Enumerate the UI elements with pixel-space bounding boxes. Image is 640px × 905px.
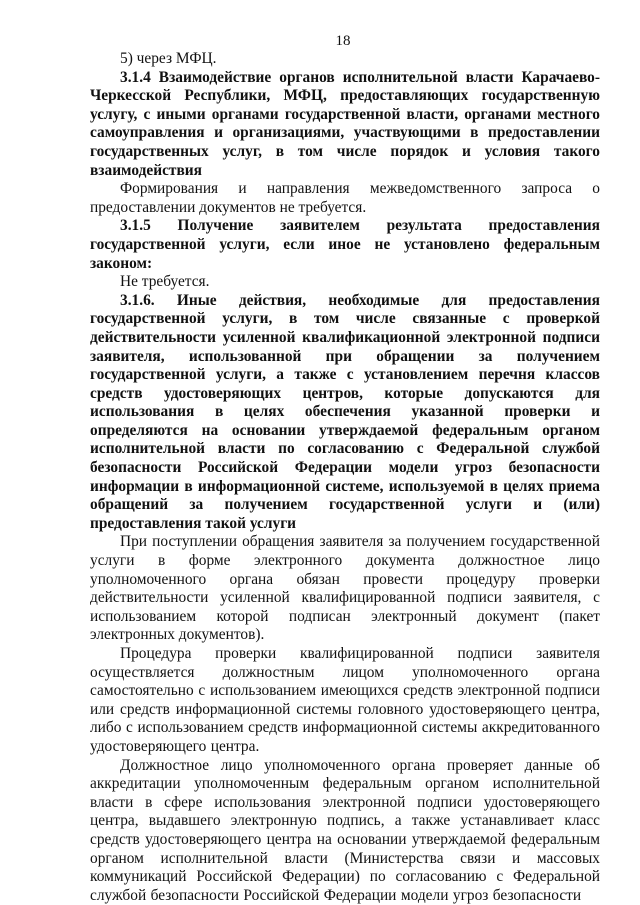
paragraph-mfc-item: 5) через МФЦ. <box>120 50 217 67</box>
section-heading-3-1-5: 3.1.5 Получение заявителем результата предоставления государственной услуги, если иное не установлено федеральным законом: <box>90 217 600 272</box>
paragraph-not-required: Не требуется. <box>120 273 210 291</box>
paragraph-accreditation-check: Должностное лицо уполномоченного органа проверяет данные об аккредитации уполномоченным федеральным органом исполнительной власти в сфере использования электронной подписи удостоверяющего центра, выдавшего электронную подпись, а также устанавливает класс средств удостоверяющего центра на основании утверждаемой федеральным органом исполнительной власти (Министерства связи и массовых коммуникаций Российской Федерации) по согласованию с Федеральной службой безопасности Российской Федерации модели угроз безопасности <box>90 756 600 904</box>
document-body <box>90 50 600 905</box>
page-number: 18 <box>335 33 351 49</box>
paragraph-signature-check: При поступлении обращения заявителя за получением государственной услуги в форме электронного документа должностное лицо уполномоченного органа обязан провести процедуру проверки действительности усиленной квалифицированной подписи заявителя, с использованием которой подписан электронный документ (пакет электронных документов). <box>90 533 600 644</box>
paragraph-interagency-request: Формирования и направления межведомственного запроса о предоставлении документов не требуется. <box>90 180 600 216</box>
paragraph-check-procedure: Процедура проверки квалифицированной подписи заявителя осуществляется должностным лицом уполномоченного органа самостоятельно с использованием имеющихся средств электронной подписи или средств информационной системы головного удостоверяющего центра, либо с использованием средств информационной системы аккредитованного удостоверяющего центра. <box>90 645 600 755</box>
section-heading-3-1-6: 3.1.6. Иные действия, необходимые для предоставления государственной услуги, в том числе связанные с проверкой действительности усиленной квалификационной электронной подписи заявителя, использованной при обращении за получением государственной услуги, а также с установлением перечня классов средств удостоверяющих центров, которые допускаются для использования в целях обеспечения указанной проверки и определяются на основании утверждаемой федеральным органом исполнительной власти по согласованию с Федеральной службой безопасности Российской Федерации модели угроз безопасности информации в информационной системе, используемой в целях приема обращений за получением государственной услуги и (или) предоставления такой услуги <box>90 291 600 532</box>
section-heading-3-1-4: 3.1.4 Взаимодействие органов исполнительной власти Карачаево-Черкесской Республики, МФЦ, предоставляющих государственную услугу, с иными органами государственной власти, органами местного самоуправления и организациями, участвующими в предоставлении государственных услуг, в том числе порядок и условия такого взаимодействия <box>90 68 600 179</box>
